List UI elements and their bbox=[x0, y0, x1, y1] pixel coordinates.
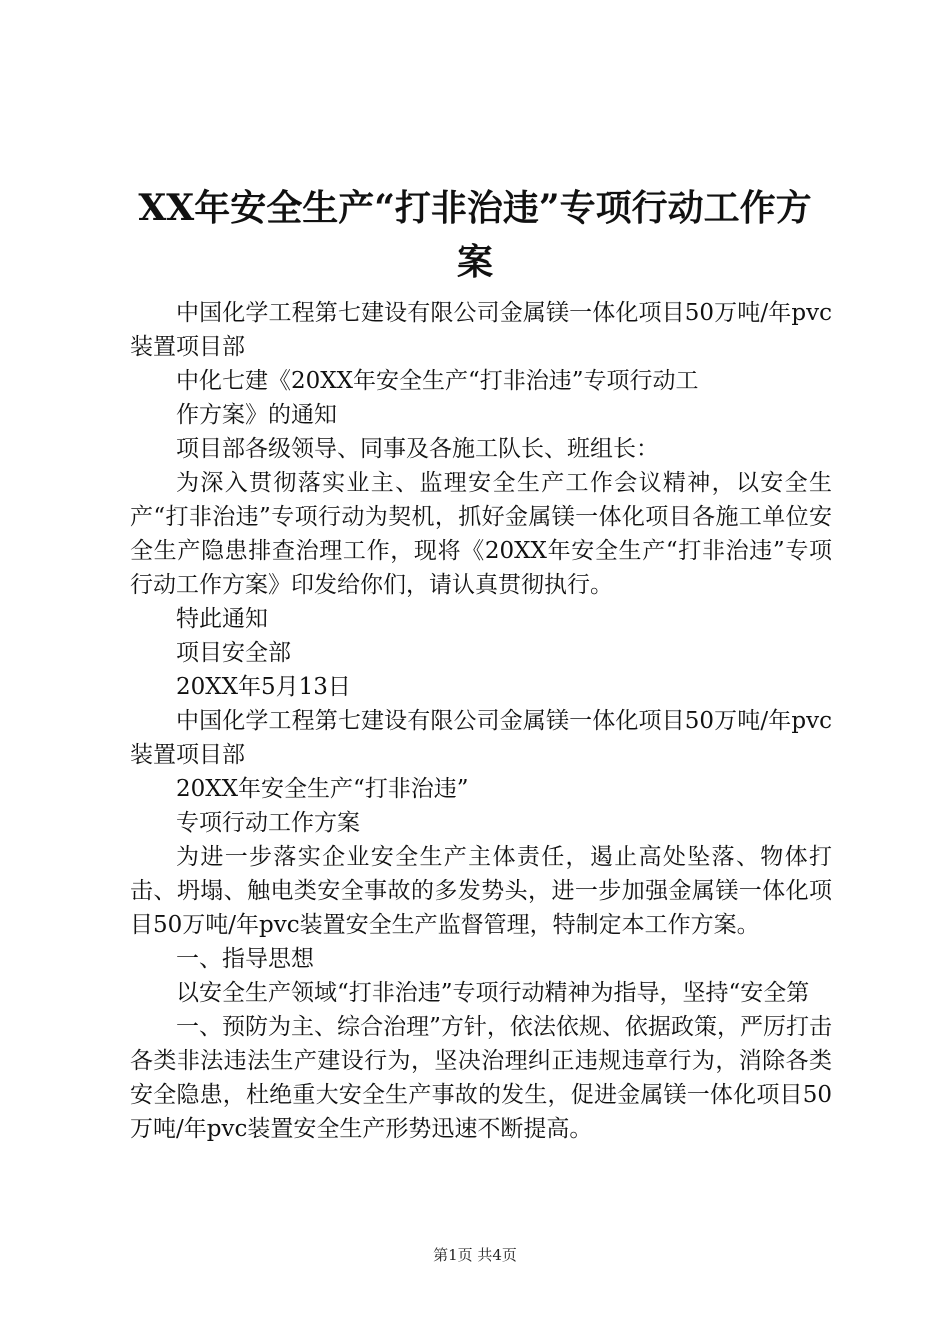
paragraph-notice-body: 为深入贯彻落实业主、监理安全生产工作会议精神，以安全生产“打非治违”专项行动为契机，抓好金属镁一体化项目各施工单位安全生产隐患排查治理工作，现将《20XX年安全生产“打非治违”专项行动工作方案》印发给你们，请认真贯彻执行。 bbox=[130, 470, 832, 598]
paragraph-plan-intro: 为进一步落实企业安全生产主体责任，遏止高处坠落、物体打击、坍塌、触电类安全事故的多发势头，进一步加强金属镁一体化项目50万吨/年pvc装置安全生产监督管理，特制定本工作方案。 bbox=[130, 844, 832, 938]
paragraph-plan-title-1: 20XX年安全生产“打非治违” bbox=[176, 776, 469, 802]
paragraph-date: 20XX年5月13日 bbox=[176, 674, 351, 700]
page-number-footer: 第1页 共4页 bbox=[433, 1246, 517, 1264]
paragraph-guiding-1: 以安全生产领域“打非治违”专项行动精神为指导，坚持“安全第 bbox=[176, 980, 810, 1006]
paragraph-issuer: 项目安全部 bbox=[176, 640, 291, 666]
document-title-line-2: 案 bbox=[456, 241, 493, 283]
document-title-line-1: XX年安全生产“打非治违”专项行动工作方 bbox=[138, 187, 812, 229]
paragraph-notice-title-1: 中化七建《20XX年安全生产“打非治违”专项行动工 bbox=[176, 368, 699, 394]
document-body bbox=[130, 296, 832, 1146]
paragraph-guiding-2: 一、预防为主、综合治理”方针，依法依规、依据政策，严厉打击各类非法违法生产建设行为，坚决治理纠正违规违章行为，消除各类安全隐患，杜绝重大安全生产事故的发生，促进金属镁一体化项目50万吨/年pvc装置安全生产形势迅速不断提高。 bbox=[130, 1014, 832, 1142]
paragraph-project-dept-2: 中国化学工程第七建设有限公司金属镁一体化项目50万吨/年pvc装置项目部 bbox=[130, 708, 832, 768]
section-heading-guiding-ideology: 一、指导思想 bbox=[176, 946, 314, 972]
paragraph-plan-title-2: 专项行动工作方案 bbox=[176, 810, 360, 836]
paragraph-project-dept: 中国化学工程第七建设有限公司金属镁一体化项目50万吨/年pvc装置项目部 bbox=[130, 300, 832, 360]
paragraph-special-notice: 特此通知 bbox=[176, 606, 268, 632]
paragraph-notice-title-2: 作方案》的通知 bbox=[176, 402, 337, 428]
paragraph-salutation: 项目部各级领导、同事及各施工队长、班组长： bbox=[176, 436, 659, 462]
